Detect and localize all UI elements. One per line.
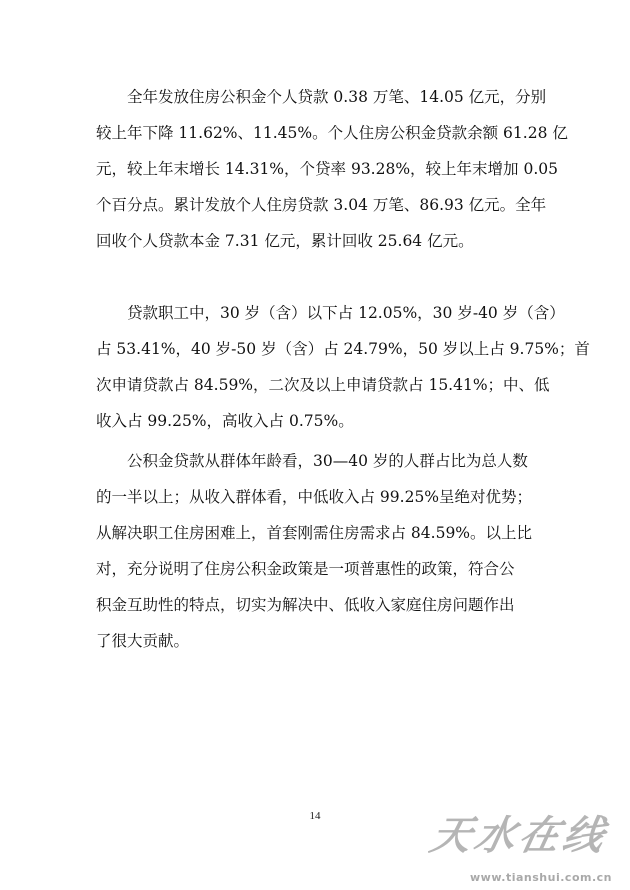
text-line: 较上年下降 11.62%、11.45%。个人住房公积金贷款余额 61.28 亿 (96, 124, 568, 142)
paragraph-borrower-distribution (96, 295, 590, 439)
text-line: 全年发放住房公积金个人贷款 0.38 万笔、14.05 亿元，分别 (127, 88, 547, 106)
text-line: 从解决职工住房困难上，首套刚需住房需求占 84.59%。以上比 (96, 524, 533, 542)
text-line: 占 53.41%，40 岁-50 岁（含）占 24.79%，50 岁以上占 9.75%；首 (96, 340, 590, 358)
text-line: 次申请贷款占 84.59%，二次及以上申请贷款占 15.41%；中、低 (96, 376, 550, 394)
text-line: 对，充分说明了住房公积金政策是一项普惠性的政策，符合公 (96, 560, 515, 578)
paragraph-loan-issuance (96, 79, 568, 259)
text-line: 了很大贡献。 (96, 632, 190, 650)
paragraph-policy-summary (96, 443, 536, 659)
text-line: 公积金贷款从群体年龄看，30—40 岁的人群占比为总人数 (127, 452, 528, 470)
text-line: 元，较上年末增长 14.31%，个贷率 93.28%，较上年末增加 0.05 (96, 160, 558, 178)
text-line: 积金互助性的特点，切实为解决中、低收入家庭住房问题作出 (96, 596, 515, 614)
text-line: 个百分点。累计发放个人住房贷款 3.04 万笔、86.93 亿元。全年 (96, 196, 547, 214)
text-line: 回收个人贷款本金 7.31 亿元，累计回收 25.64 亿元。 (96, 232, 474, 250)
watermark-url: www.tianshui.com.cn (470, 871, 612, 884)
text-line: 贷款职工中，30 岁（含）以下占 12.05%，30 岁-40 岁（含） (127, 304, 565, 322)
watermark-brand: 天水在线 (426, 813, 613, 859)
watermark (422, 804, 612, 884)
page-number: 14 (309, 810, 321, 822)
text-line: 收入占 99.25%，高收入占 0.75%。 (96, 412, 354, 430)
text-line: 的一半以上；从收入群体看，中低收入占 99.25%呈绝对优势； (96, 488, 533, 506)
